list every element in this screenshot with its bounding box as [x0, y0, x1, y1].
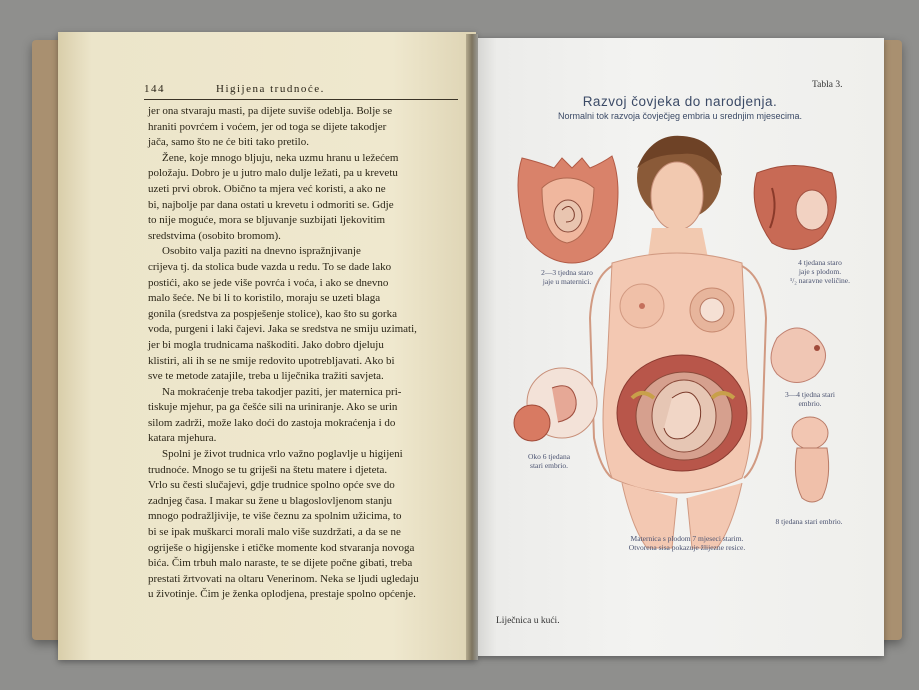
text-line: sredstvima (osobito bromom). — [148, 229, 281, 242]
text-line: silom zadrži, može lako doći do zastoja mokraćenja i do — [148, 416, 396, 429]
text-line: klistiri, ali ih se ne smije redovito upotrebljavati. Ako bi — [148, 354, 395, 367]
embryo-illustration-8-weeks — [792, 417, 829, 502]
uterus-illustration-top-left — [518, 156, 618, 263]
body-text — [148, 104, 460, 603]
plate-number: Tabla 3. — [812, 80, 843, 90]
text-line: trudnoće. Mnogo se tu griješi na štetu matere i djeteta. — [148, 463, 388, 476]
text-line: bića. Čim trbuh malo naraste, te se dijete počne gibati, treba — [148, 557, 413, 570]
caption-8-weeks — [762, 517, 856, 526]
text-line: bi se ipak muškarci morali malo više suzdržati, a da se ne — [148, 526, 401, 539]
text-line: postići, ako se jede više povrća i voća, i ako se dnevno — [148, 276, 389, 289]
caption-2-3-weeks — [522, 268, 612, 286]
caption-line: 3—4 tjedna stari — [785, 390, 835, 399]
text-line: uzeti prvi obrok. Obično ta mjera već koristi, a ako ne — [148, 182, 386, 195]
header-rule — [144, 99, 458, 100]
text-line: to nije moguće, mora se bljuvanje suzbijati ljekovitim — [148, 214, 386, 227]
caption-6-weeks — [514, 452, 584, 470]
running-title: Higijena trudnoće. — [216, 83, 325, 95]
plate-title: Razvoj čovjeka do narodjenja. — [582, 94, 778, 109]
caption-line: 2—3 tjedna staro — [541, 268, 593, 277]
text-line: bi, najbolje par dana ostati u krevetu i odmoriti se. Gdje — [148, 198, 394, 211]
text-line: sve te metode zatajile, treba u liječnika tražiti savjeta. — [148, 370, 384, 383]
caption-line: ¹/₂ naravne veličine. — [789, 276, 851, 285]
caption-line: embrio. — [798, 399, 822, 408]
text-line: jer ona stvaraju masti, pa dijete suviše odeblja. Bolje se — [148, 105, 393, 117]
caption-3-4-weeks — [772, 390, 848, 408]
text-line: Spolni je život trudnica vrlo važno poglavlje u higijeni — [162, 448, 403, 461]
caption-7-months — [592, 534, 782, 552]
caption-line: 8 tjedana stari embrio. — [775, 517, 843, 526]
text-line: položaju. Dobro je u jutro malo dulje ležati, pa u krevetu — [148, 167, 398, 180]
caption-line: stari embrio. — [530, 461, 568, 470]
text-line: tiskuje mjehur, pa ga češće sili na uriniranje. Ako se urin — [148, 401, 398, 414]
page-footer: Liječnica u kući. — [496, 616, 560, 626]
text-line: Osobito valja paziti na dnevno ispražnjivanje — [162, 245, 361, 258]
text-line: prestati žrtvovati na oltaru Venerinom. Neka se ljudi ugledaju — [148, 572, 419, 585]
text-line: ogriješe o higijenske i etičke momente kod stvaranja novoga — [148, 541, 415, 554]
text-line: Vrlo su česti slučajevi, gdje trudnice spolno opće sve do — [148, 479, 395, 492]
text-line: voda, purgeni i laki čajevi. Jaka se sredstva ne smiju uzimati, — [148, 323, 417, 336]
caption-line: jaje u maternici. — [542, 277, 592, 286]
text-line: Na mokraćenje treba takodjer paziti, jer maternica pri- — [162, 385, 402, 398]
embryo-illustration-3-4-weeks — [771, 328, 826, 383]
caption-line: jaje s plodom. — [798, 267, 842, 276]
caption-line: 4 tjedana staro — [798, 258, 842, 267]
embryo-illustration-6-weeks — [514, 368, 597, 441]
text-line: mnogo podražljivije, te više čeznu za spolnim užicima, to — [148, 510, 402, 523]
text-line: zadnjeg časa. I makar su žene u blagoslovljenom stanju — [148, 494, 393, 507]
text-line: hraniti povrćem i voćem, jer od toga se dijete takodjer — [148, 120, 387, 133]
caption-4-weeks — [778, 258, 862, 285]
text-line: gonila (sredstva za pospješenje stolice), kao što su gorka — [148, 307, 397, 320]
text-line: katara mjehura. — [148, 432, 217, 445]
plate-subtitle: Normalni tok razvoja čovječjeg embria u srednjim mjesecima. — [557, 111, 803, 121]
caption-line: Otvorena sisa pokazuje žlijezne resice. — [628, 543, 746, 552]
text-line: Žene, koje mnogo bljuju, neka uzmu hranu u ležećem — [162, 151, 399, 164]
uterus-illustration-top-right — [754, 166, 836, 250]
text-line: u životinje. Čim je ženka oplodjena, prestaje spolno općenje. — [148, 588, 416, 601]
text-line: malo šeće. Ne bi li to koristilo, moraju se uzeti blaga — [148, 292, 381, 305]
text-line: crijeva tj. da stolica bude vazda u redu. To se dade lako — [148, 260, 392, 273]
page-header — [144, 83, 460, 99]
caption-line: Oko 6 tjedana — [527, 452, 571, 461]
page-number: 144 — [144, 83, 165, 95]
text-line: jača, samo što ne će biti tako pretilo. — [148, 136, 309, 149]
text-line: jer bi mogla trudnicama naškoditi. Jako dobro djeluju — [148, 338, 384, 351]
caption-line: Maternica s plodom 7 mjeseci starim. — [630, 534, 744, 543]
